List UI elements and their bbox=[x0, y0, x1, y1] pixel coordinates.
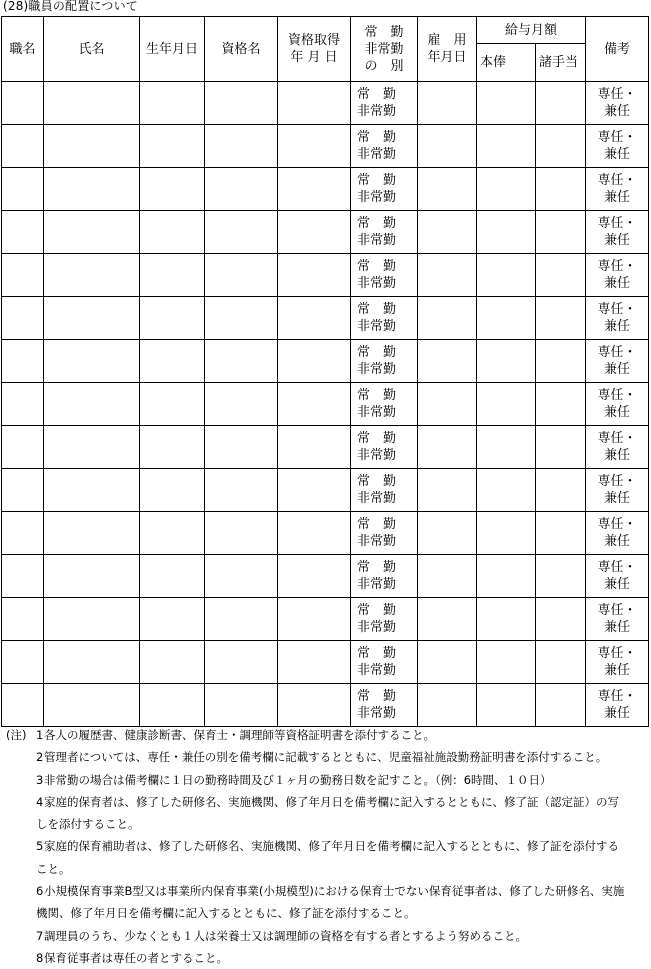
cell-birth-date[interactable] bbox=[140, 555, 205, 598]
employment-part-time[interactable]: 非常勤 bbox=[357, 190, 397, 205]
cell-employment-type[interactable] bbox=[351, 211, 418, 254]
employment-full-time[interactable]: 常 勤 bbox=[357, 173, 397, 188]
cell-employment-type[interactable] bbox=[351, 297, 418, 340]
table-row bbox=[2, 297, 649, 340]
table-row bbox=[2, 684, 649, 727]
employment-part-time[interactable]: 非常勤 bbox=[357, 620, 397, 635]
cell-remarks[interactable] bbox=[586, 383, 649, 426]
header-hire-date-line1: 雇 用 bbox=[427, 33, 467, 48]
remark-concurrent: 兼任 bbox=[603, 663, 630, 678]
note-number: 8 bbox=[36, 950, 44, 965]
employment-full-time[interactable]: 常 勤 bbox=[357, 259, 397, 274]
header-employment-type bbox=[351, 17, 418, 82]
note-item bbox=[6, 769, 646, 791]
cell-remarks[interactable] bbox=[586, 684, 649, 727]
cell-allowance[interactable] bbox=[536, 297, 586, 340]
note-number: 3 bbox=[36, 772, 44, 787]
cell-name[interactable] bbox=[44, 512, 140, 555]
cell-remarks[interactable] bbox=[586, 555, 649, 598]
cell-employment-type[interactable] bbox=[351, 168, 418, 211]
cell-hire-date[interactable] bbox=[418, 82, 477, 125]
note-text: 調理員のうち、少なくとも１人は栄養士又は調理師の資格を有する者とするよう努めること。 bbox=[44, 928, 527, 943]
notes-section bbox=[6, 724, 646, 969]
cell-qualification-date[interactable] bbox=[278, 684, 351, 727]
cell-name[interactable] bbox=[44, 469, 140, 512]
table-row bbox=[2, 340, 649, 383]
cell-qualification-date[interactable] bbox=[278, 254, 351, 297]
remark-concurrent: 兼任 bbox=[603, 620, 630, 635]
cell-allowance[interactable] bbox=[536, 383, 586, 426]
cell-remarks[interactable] bbox=[586, 598, 649, 641]
cell-birth-date[interactable] bbox=[140, 82, 205, 125]
cell-employment-type[interactable] bbox=[351, 555, 418, 598]
remark-dedicated: 専任・ bbox=[597, 689, 637, 704]
header-remarks: 備考 bbox=[586, 17, 649, 82]
cell-position[interactable] bbox=[2, 469, 44, 512]
note-continuation: こと。 bbox=[36, 861, 71, 876]
cell-hire-date[interactable] bbox=[418, 555, 477, 598]
cell-qualification[interactable] bbox=[205, 555, 278, 598]
cell-allowance[interactable] bbox=[536, 512, 586, 555]
employment-part-time[interactable]: 非常勤 bbox=[357, 319, 397, 334]
note-number: 7 bbox=[36, 928, 44, 943]
cell-employment-type[interactable] bbox=[351, 598, 418, 641]
cell-birth-date[interactable] bbox=[140, 598, 205, 641]
employment-part-time[interactable]: 非常勤 bbox=[357, 276, 397, 291]
table-row bbox=[2, 82, 649, 125]
table-row bbox=[2, 426, 649, 469]
cell-qualification-date[interactable] bbox=[278, 383, 351, 426]
cell-qualification-date[interactable] bbox=[278, 512, 351, 555]
remark-dedicated: 専任・ bbox=[597, 130, 637, 145]
cell-base-pay[interactable] bbox=[477, 555, 536, 598]
cell-remarks[interactable] bbox=[586, 512, 649, 555]
cell-hire-date[interactable] bbox=[418, 598, 477, 641]
cell-qualification-date[interactable] bbox=[278, 641, 351, 684]
note-continuation: 機関、修了年月日を備考欄に記入するとともに、修了証を添付すること。 bbox=[36, 906, 416, 921]
cell-position[interactable] bbox=[2, 82, 44, 125]
cell-base-pay[interactable] bbox=[477, 383, 536, 426]
cell-qualification-date[interactable] bbox=[278, 125, 351, 168]
cell-qualification[interactable] bbox=[205, 211, 278, 254]
note-continuation: しを添付すること。 bbox=[36, 817, 140, 832]
cell-qualification-date[interactable] bbox=[278, 82, 351, 125]
employment-full-time[interactable]: 常 勤 bbox=[357, 130, 397, 145]
table-row bbox=[2, 211, 649, 254]
cell-allowance[interactable] bbox=[536, 254, 586, 297]
header-allowance: 諸手当 bbox=[536, 44, 586, 82]
cell-qualification[interactable] bbox=[205, 254, 278, 297]
employment-part-time[interactable]: 非常勤 bbox=[357, 448, 397, 463]
cell-qualification-date[interactable] bbox=[278, 168, 351, 211]
cell-birth-date[interactable] bbox=[140, 512, 205, 555]
employment-part-time[interactable]: 非常勤 bbox=[357, 534, 397, 549]
cell-hire-date[interactable] bbox=[418, 684, 477, 727]
cell-birth-date[interactable] bbox=[140, 254, 205, 297]
cell-remarks[interactable] bbox=[586, 469, 649, 512]
remark-concurrent: 兼任 bbox=[603, 276, 630, 291]
cell-name[interactable] bbox=[44, 426, 140, 469]
cell-qualification[interactable] bbox=[205, 168, 278, 211]
employment-full-time[interactable]: 常 勤 bbox=[357, 87, 397, 102]
cell-hire-date[interactable] bbox=[418, 469, 477, 512]
cell-birth-date[interactable] bbox=[140, 426, 205, 469]
cell-name[interactable] bbox=[44, 383, 140, 426]
cell-name[interactable] bbox=[44, 168, 140, 211]
cell-hire-date[interactable] bbox=[418, 211, 477, 254]
cell-employment-type[interactable] bbox=[351, 641, 418, 684]
cell-allowance[interactable] bbox=[536, 684, 586, 727]
remark-dedicated: 専任・ bbox=[597, 474, 637, 489]
header-base-pay: 本俸 bbox=[477, 44, 536, 82]
cell-position[interactable] bbox=[2, 340, 44, 383]
table-row bbox=[2, 168, 649, 211]
cell-allowance[interactable] bbox=[536, 168, 586, 211]
cell-qualification-date[interactable] bbox=[278, 598, 351, 641]
cell-base-pay[interactable] bbox=[477, 598, 536, 641]
cell-allowance[interactable] bbox=[536, 211, 586, 254]
header-employment-line3: の 別 bbox=[364, 58, 404, 74]
cell-birth-date[interactable] bbox=[140, 684, 205, 727]
cell-name[interactable] bbox=[44, 641, 140, 684]
cell-employment-type[interactable] bbox=[351, 82, 418, 125]
employment-full-time[interactable]: 常 勤 bbox=[357, 560, 397, 575]
table-row bbox=[2, 555, 649, 598]
employment-part-time[interactable]: 非常勤 bbox=[357, 405, 397, 420]
remark-concurrent: 兼任 bbox=[603, 534, 630, 549]
cell-employment-type[interactable] bbox=[351, 254, 418, 297]
cell-name[interactable] bbox=[44, 82, 140, 125]
cell-base-pay[interactable] bbox=[477, 211, 536, 254]
remark-concurrent: 兼任 bbox=[603, 362, 630, 377]
employment-part-time[interactable]: 非常勤 bbox=[357, 663, 397, 678]
cell-base-pay[interactable] bbox=[477, 684, 536, 727]
cell-qualification-date[interactable] bbox=[278, 426, 351, 469]
cell-employment-type[interactable] bbox=[351, 383, 418, 426]
cell-position[interactable] bbox=[2, 211, 44, 254]
header-employment-line2: 非常勤 bbox=[364, 41, 404, 57]
cell-allowance[interactable] bbox=[536, 469, 586, 512]
cell-birth-date[interactable] bbox=[140, 125, 205, 168]
cell-birth-date[interactable] bbox=[140, 211, 205, 254]
cell-qualification[interactable] bbox=[205, 641, 278, 684]
employment-part-time[interactable]: 非常勤 bbox=[357, 104, 397, 119]
employment-part-time[interactable]: 非常勤 bbox=[357, 362, 397, 377]
cell-base-pay[interactable] bbox=[477, 297, 536, 340]
cell-hire-date[interactable] bbox=[418, 641, 477, 684]
cell-qualification[interactable] bbox=[205, 297, 278, 340]
cell-position[interactable] bbox=[2, 555, 44, 598]
note-number: 4 bbox=[36, 794, 44, 809]
cell-qualification[interactable] bbox=[205, 125, 278, 168]
cell-position[interactable] bbox=[2, 254, 44, 297]
header-qualification-date-line1: 資格取得 bbox=[287, 33, 340, 48]
cell-hire-date[interactable] bbox=[418, 168, 477, 211]
cell-base-pay[interactable] bbox=[477, 426, 536, 469]
note-text: 非常勤の場合は備考欄に１日の勤務時間及び１ヶ月の勤務日数を記すこと。（例：6時間、１０日） bbox=[44, 772, 552, 787]
cell-employment-type[interactable] bbox=[351, 469, 418, 512]
table-row bbox=[2, 383, 649, 426]
cell-remarks[interactable] bbox=[586, 426, 649, 469]
cell-qualification-date[interactable] bbox=[278, 469, 351, 512]
remark-dedicated: 専任・ bbox=[597, 216, 637, 231]
note-item bbox=[6, 880, 646, 925]
cell-position[interactable] bbox=[2, 641, 44, 684]
cell-base-pay[interactable] bbox=[477, 512, 536, 555]
cell-base-pay[interactable] bbox=[477, 469, 536, 512]
cell-position[interactable] bbox=[2, 125, 44, 168]
cell-remarks[interactable] bbox=[586, 641, 649, 684]
cell-name[interactable] bbox=[44, 254, 140, 297]
cell-hire-date[interactable] bbox=[418, 426, 477, 469]
note-text: 小規模保育事業B型又は事業所内保育事業(小規模型)における保育士でない保育従事者は、修了した研修名、実施 bbox=[44, 884, 625, 899]
note-item bbox=[6, 746, 646, 768]
remark-concurrent: 兼任 bbox=[603, 577, 630, 592]
note-text: 管理者については、専任・兼任の別を備考欄に記載するとともに、児童福祉施設勤務証明書を添付すること。 bbox=[44, 750, 608, 765]
cell-name[interactable] bbox=[44, 684, 140, 727]
cell-remarks[interactable] bbox=[586, 297, 649, 340]
cell-position[interactable] bbox=[2, 512, 44, 555]
cell-qualification[interactable] bbox=[205, 469, 278, 512]
table-row bbox=[2, 598, 649, 641]
remark-concurrent: 兼任 bbox=[603, 104, 630, 119]
remark-dedicated: 専任・ bbox=[597, 345, 637, 360]
employment-part-time[interactable]: 非常勤 bbox=[357, 491, 397, 506]
remark-dedicated: 専任・ bbox=[597, 431, 637, 446]
cell-qualification[interactable] bbox=[205, 426, 278, 469]
cell-qualification[interactable] bbox=[205, 512, 278, 555]
cell-base-pay[interactable] bbox=[477, 168, 536, 211]
employment-full-time[interactable]: 常 勤 bbox=[357, 517, 397, 532]
table-row bbox=[2, 254, 649, 297]
cell-birth-date[interactable] bbox=[140, 469, 205, 512]
employment-full-time[interactable]: 常 勤 bbox=[357, 388, 397, 403]
cell-allowance[interactable] bbox=[536, 125, 586, 168]
staff-rows bbox=[2, 82, 649, 727]
employment-full-time[interactable]: 常 勤 bbox=[357, 689, 397, 704]
remark-concurrent: 兼任 bbox=[603, 147, 630, 162]
cell-base-pay[interactable] bbox=[477, 340, 536, 383]
header-hire-date-line2: 年月日 bbox=[427, 50, 467, 65]
notes-prefix: (注) bbox=[6, 728, 27, 742]
note-text: 家庭的保育補助者は、修了した研修名、実施機関、修了年月日を備考欄に記入するとともに、修了証を添付する bbox=[44, 839, 619, 854]
cell-qualification[interactable] bbox=[205, 340, 278, 383]
remark-concurrent: 兼任 bbox=[603, 706, 630, 721]
header-qualification-date bbox=[278, 17, 351, 82]
cell-name[interactable] bbox=[44, 340, 140, 383]
employment-part-time[interactable]: 非常勤 bbox=[357, 577, 397, 592]
cell-allowance[interactable] bbox=[536, 598, 586, 641]
note-item bbox=[6, 947, 646, 969]
cell-qualification[interactable] bbox=[205, 598, 278, 641]
remark-concurrent: 兼任 bbox=[603, 233, 630, 248]
remark-concurrent: 兼任 bbox=[603, 190, 630, 205]
note-number: 1 bbox=[36, 728, 44, 742]
note-item bbox=[6, 791, 646, 836]
cell-employment-type[interactable] bbox=[351, 340, 418, 383]
employment-part-time[interactable]: 非常勤 bbox=[357, 147, 397, 162]
cell-qualification[interactable] bbox=[205, 383, 278, 426]
remark-concurrent: 兼任 bbox=[603, 319, 630, 334]
cell-hire-date[interactable] bbox=[418, 125, 477, 168]
remark-dedicated: 専任・ bbox=[597, 259, 637, 274]
header-hire-date bbox=[418, 17, 477, 82]
remark-dedicated: 専任・ bbox=[597, 388, 637, 403]
remark-dedicated: 専任・ bbox=[597, 603, 637, 618]
header-qualification-date-line2: 年 月 日 bbox=[290, 50, 338, 65]
cell-position[interactable] bbox=[2, 426, 44, 469]
note-item bbox=[6, 724, 646, 746]
section-title: (28)職員の配置について bbox=[3, 0, 138, 13]
cell-employment-type[interactable] bbox=[351, 125, 418, 168]
cell-allowance[interactable] bbox=[536, 340, 586, 383]
remark-dedicated: 専任・ bbox=[597, 517, 637, 532]
note-text: 各人の履歴書、健康診断書、保育士・調理師等資格証明書を添付すること。 bbox=[44, 728, 435, 742]
note-number: 6 bbox=[36, 884, 44, 899]
cell-qualification[interactable] bbox=[205, 684, 278, 727]
employment-part-time[interactable]: 非常勤 bbox=[357, 706, 397, 721]
cell-base-pay[interactable] bbox=[477, 125, 536, 168]
cell-birth-date[interactable] bbox=[140, 340, 205, 383]
cell-hire-date[interactable] bbox=[418, 383, 477, 426]
cell-position[interactable] bbox=[2, 297, 44, 340]
cell-position[interactable] bbox=[2, 168, 44, 211]
cell-remarks[interactable] bbox=[586, 254, 649, 297]
cell-position[interactable] bbox=[2, 684, 44, 727]
cell-hire-date[interactable] bbox=[418, 340, 477, 383]
cell-qualification-date[interactable] bbox=[278, 211, 351, 254]
cell-employment-type[interactable] bbox=[351, 512, 418, 555]
staff-table bbox=[1, 16, 649, 727]
table-row bbox=[2, 125, 649, 168]
header-salary: 給与月額 bbox=[477, 17, 586, 44]
cell-base-pay[interactable] bbox=[477, 82, 536, 125]
cell-allowance[interactable] bbox=[536, 426, 586, 469]
remark-concurrent: 兼任 bbox=[603, 448, 630, 463]
remark-dedicated: 専任・ bbox=[597, 302, 637, 317]
cell-birth-date[interactable] bbox=[140, 641, 205, 684]
header-position: 職名 bbox=[2, 17, 44, 82]
remark-dedicated: 専任・ bbox=[597, 173, 637, 188]
cell-birth-date[interactable] bbox=[140, 383, 205, 426]
cell-qualification[interactable] bbox=[205, 82, 278, 125]
employment-full-time[interactable]: 常 勤 bbox=[357, 646, 397, 661]
employment-part-time[interactable]: 非常勤 bbox=[357, 233, 397, 248]
remark-dedicated: 専任・ bbox=[597, 560, 637, 575]
remark-concurrent: 兼任 bbox=[603, 405, 630, 420]
cell-hire-date[interactable] bbox=[418, 512, 477, 555]
cell-base-pay[interactable] bbox=[477, 641, 536, 684]
cell-employment-type[interactable] bbox=[351, 684, 418, 727]
cell-remarks[interactable] bbox=[586, 211, 649, 254]
cell-hire-date[interactable] bbox=[418, 254, 477, 297]
note-item bbox=[6, 835, 646, 880]
cell-qualification-date[interactable] bbox=[278, 555, 351, 598]
employment-full-time[interactable]: 常 勤 bbox=[357, 345, 397, 360]
remark-dedicated: 専任・ bbox=[597, 87, 637, 102]
cell-name[interactable] bbox=[44, 555, 140, 598]
employment-full-time[interactable]: 常 勤 bbox=[357, 431, 397, 446]
cell-name[interactable] bbox=[44, 211, 140, 254]
cell-position[interactable] bbox=[2, 598, 44, 641]
note-item bbox=[6, 925, 646, 947]
cell-remarks[interactable] bbox=[586, 82, 649, 125]
cell-base-pay[interactable] bbox=[477, 254, 536, 297]
cell-birth-date[interactable] bbox=[140, 297, 205, 340]
employment-full-time[interactable]: 常 勤 bbox=[357, 603, 397, 618]
note-number: 2 bbox=[36, 750, 44, 765]
remark-dedicated: 専任・ bbox=[597, 646, 637, 661]
cell-position[interactable] bbox=[2, 383, 44, 426]
remark-concurrent: 兼任 bbox=[603, 491, 630, 506]
cell-name[interactable] bbox=[44, 598, 140, 641]
header-birth-date: 生年月日 bbox=[140, 17, 205, 82]
cell-qualification-date[interactable] bbox=[278, 297, 351, 340]
employment-full-time[interactable]: 常 勤 bbox=[357, 216, 397, 231]
table-row bbox=[2, 512, 649, 555]
cell-allowance[interactable] bbox=[536, 641, 586, 684]
header-name: 氏名 bbox=[44, 17, 140, 82]
header-employment-line1: 常 勤 bbox=[364, 24, 404, 40]
note-text: 保育従事者は専任の者とすること。 bbox=[44, 950, 228, 965]
cell-hire-date[interactable] bbox=[418, 297, 477, 340]
cell-remarks[interactable] bbox=[586, 340, 649, 383]
cell-employment-type[interactable] bbox=[351, 426, 418, 469]
cell-allowance[interactable] bbox=[536, 82, 586, 125]
cell-remarks[interactable] bbox=[586, 168, 649, 211]
table-row bbox=[2, 641, 649, 684]
employment-full-time[interactable]: 常 勤 bbox=[357, 302, 397, 317]
cell-name[interactable] bbox=[44, 297, 140, 340]
header-qualification: 資格名 bbox=[205, 17, 278, 82]
cell-qualification-date[interactable] bbox=[278, 340, 351, 383]
cell-name[interactable] bbox=[44, 125, 140, 168]
cell-birth-date[interactable] bbox=[140, 168, 205, 211]
cell-remarks[interactable] bbox=[586, 125, 649, 168]
cell-allowance[interactable] bbox=[536, 555, 586, 598]
note-number: 5 bbox=[36, 839, 44, 854]
employment-full-time[interactable]: 常 勤 bbox=[357, 474, 397, 489]
note-text: 家庭的保育者は、修了した研修名、実施機関、修了年月日を備考欄に記入するとともに、修了証（認定証）の写 bbox=[44, 794, 619, 809]
table-row bbox=[2, 469, 649, 512]
